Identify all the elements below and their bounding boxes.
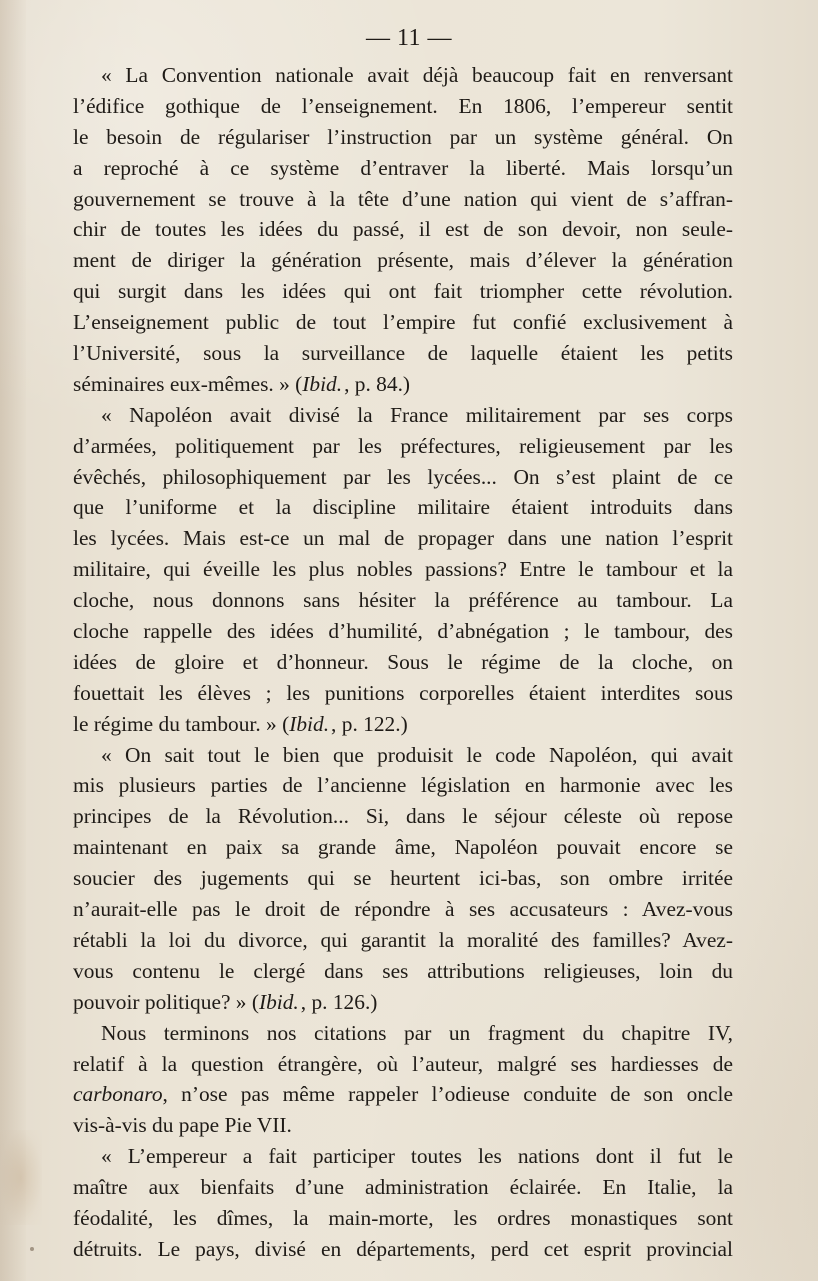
citation-line: [73, 369, 733, 400]
text-line: fouettait les élèves ; les punitions corporelles étaient interdites sous: [73, 680, 733, 705]
mixed-text-line: [73, 1079, 733, 1110]
text-line: vis-à-vis du pape Pie VII.: [73, 1113, 292, 1138]
text-line: gouvernement se trouve à la tête d’une nation qui vient de s’affran-: [73, 186, 733, 211]
paper-stain: [0, 1130, 42, 1225]
text-line: idées de gloire et d’honneur. Sous le régime de la cloche, on: [73, 649, 733, 674]
text-line: soucier des jugements qui se heurtent ici-bas, son ombre irritée: [73, 866, 733, 891]
citation-prefix: séminaires eux-mêmes. » (: [73, 371, 303, 396]
citation-page: , p. 84.): [344, 371, 411, 396]
text-line: le besoin de régulariser l’instruction par un système général. On: [73, 124, 733, 149]
text-line: principes de la Révolution... Si, dans le séjour céleste où repose: [73, 804, 733, 829]
paragraph-1: [73, 60, 733, 400]
text-line: relatif à la question étrangère, où l’auteur, malgré ses hardiesses de: [73, 1051, 733, 1076]
paragraph-5: [73, 1141, 733, 1265]
citation-line: [73, 709, 733, 740]
text-line: n’aurait-elle pas le droit de répondre à ses accusateurs : Avez-vous: [73, 897, 733, 922]
text-line: ment de diriger la génération présente, mais d’élever la génération: [73, 248, 733, 273]
text-line: « On sait tout le bien que produisit le code Napoléon, qui avait: [101, 742, 733, 767]
paragraph-3: [73, 740, 733, 1018]
citation-page: , p. 122.): [331, 711, 408, 736]
text-line: « Napoléon avait divisé la France militairement par ses corps: [101, 402, 733, 427]
text-line: « La Convention nationale avait déjà beaucoup fait en renversant: [101, 63, 733, 87]
text-line: militaire, qui éveille les plus nobles passions? Entre le tambour et la: [73, 557, 733, 582]
page-text: [73, 60, 733, 1265]
text-line: cloche, nous donnons sans hésiter la préférence au tambour. La: [73, 588, 733, 613]
text-line: chir de toutes les idées du passé, il est de son devoir, non seule-: [73, 217, 733, 242]
carbonaro-term: carbonaro: [73, 1082, 163, 1107]
text-line: L’enseignement public de tout l’empire fut confié exclusivement à: [73, 310, 733, 335]
text-line: l’édifice gothique de l’enseignement. En 1806, l’empereur sentit: [73, 93, 733, 118]
text-line: mis plusieurs parties de l’ancienne législation en harmonie avec les: [73, 773, 733, 798]
citation-page: , p. 126.): [300, 989, 378, 1014]
text-line: « L’empereur a fait participer toutes les nations dont il fut le: [101, 1144, 733, 1169]
line-continuation: , n’ose pas même rappeler l’odieuse conduite de son oncle: [162, 1082, 733, 1107]
text-line: a reproché à ce système d’entraver la liberté. Mais lorsqu’un: [73, 155, 733, 180]
text-line: évêchés, philosophiquement par les lycées... On s’est plaint de ce: [73, 464, 733, 489]
paragraph-4: [73, 1018, 733, 1142]
paper-mark: [30, 1247, 34, 1251]
citation-ibid: Ibid.: [302, 371, 343, 396]
text-line: maître aux bienfaits d’une administration éclairée. En Italie, la: [73, 1175, 733, 1200]
text-line: cloche rappelle des idées d’humilité, d’abnégation ; le tambour, des: [73, 619, 733, 644]
citation-line: [73, 987, 733, 1018]
text-line: détruits. Le pays, divisé en départements, perd cet esprit provincial: [73, 1236, 733, 1261]
page-number-header: — 11 —: [365, 25, 453, 51]
paragraph-2: [73, 400, 733, 740]
citation-ibid: Ibid.: [289, 711, 330, 736]
text-line: féodalité, les dîmes, la main-morte, les ordres monastiques sont: [73, 1205, 733, 1230]
text-line: d’armées, politiquement par les préfectures, religieusement par les: [73, 433, 733, 458]
text-line: Nous terminons nos citations par un fragment du chapitre IV,: [101, 1020, 733, 1045]
citation-ibid: Ibid.: [258, 989, 299, 1014]
citation-prefix: pouvoir politique? » (: [73, 989, 259, 1014]
text-line: rétabli la loi du divorce, qui garantit la moralité des familles? Avez-: [73, 927, 733, 952]
text-line: maintenant en paix sa grande âme, Napoléon pouvait encore se: [73, 835, 733, 860]
text-line: que l’uniforme et la discipline militaire étaient introduits dans: [73, 495, 733, 520]
citation-prefix: le régime du tambour. » (: [73, 711, 290, 736]
text-line: les lycées. Mais est-ce un mal de propager dans une nation l’esprit: [73, 526, 733, 551]
text-line: vous contenu le clergé dans ses attributions religieuses, loin du: [73, 958, 733, 983]
text-line: qui surgit dans les idées qui ont fait triompher cette révolution.: [73, 279, 733, 304]
text-line: l’Université, sous la surveillance de laquelle étaient les petits: [73, 341, 733, 366]
page-edge-shadow: [0, 0, 26, 1281]
